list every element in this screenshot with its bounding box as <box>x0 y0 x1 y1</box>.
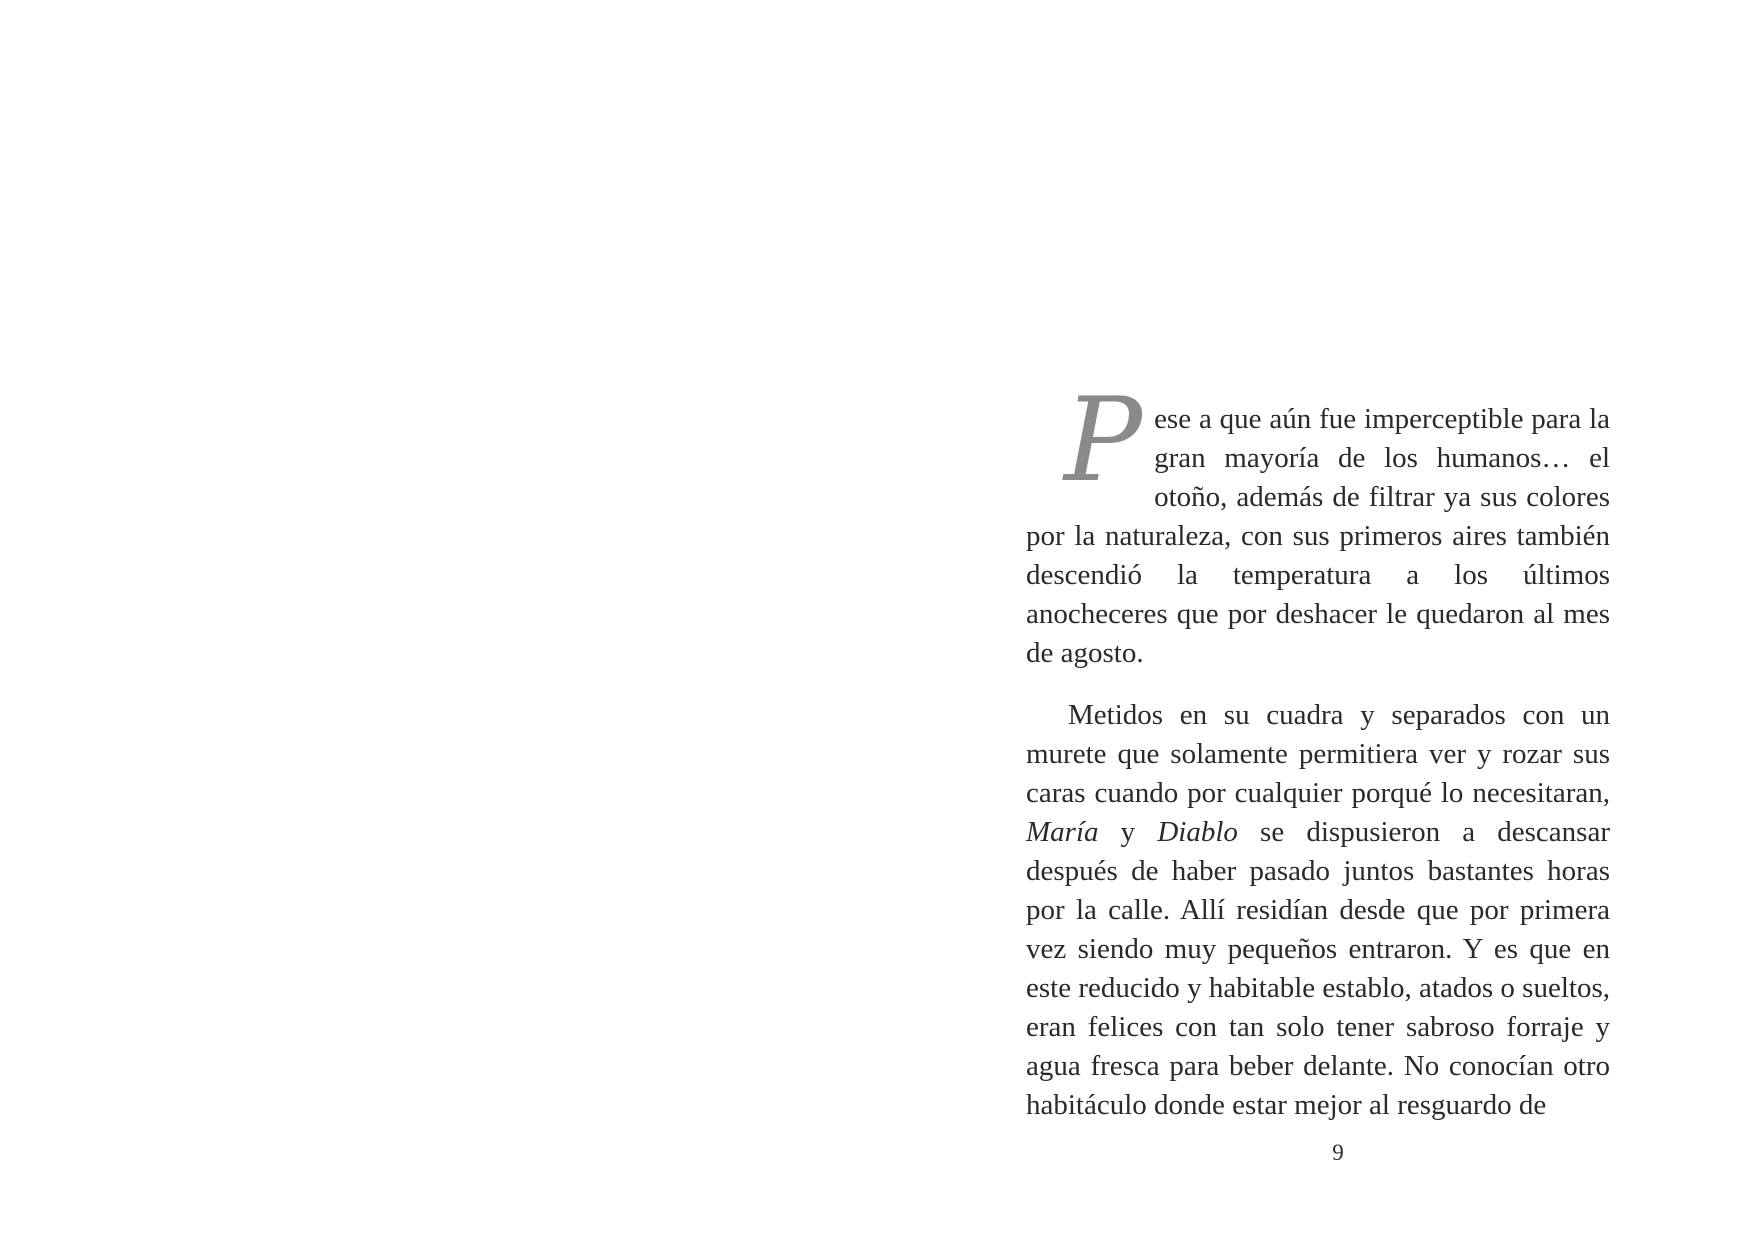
second-paragraph-text-b: y <box>1098 816 1158 848</box>
name-diablo: Diablo <box>1157 816 1238 848</box>
first-paragraph-text: ese a que aún fue imperceptible para la gran mayoría de los humanos… el otoño, además de filtrar ya sus colores por la naturaleza, con sus primeros aires también descendió la temperatura a los últimos anocheceres que por deshacer le quedaron al mes de agosto. <box>1026 403 1610 669</box>
body-text <box>1026 373 1610 1125</box>
second-paragraph-text-c: se dispusieron a descansar después de haber pasado juntos bastantes horas por la calle. Allí residían desde que por primera vez siendo muy pequeños entraron. Y es que en este reducido y habitable establo, atados o sueltos, eran felices con tan solo tener sabroso forraje y agua fresca para beber delante. No conocían otro habitáculo donde estar mejor al resguardo de <box>1026 816 1610 1121</box>
name-maria: María <box>1026 816 1099 848</box>
second-paragraph-text-a: Metidos en su cuadra y separados con un murete que solamente permitiera ver y rozar sus caras cuando por cualquier porqué lo necesitaran, <box>1026 699 1610 809</box>
page-number: 9 <box>1332 1140 1344 1165</box>
second-paragraph <box>1026 696 1610 1125</box>
drop-cap: P <box>1064 373 1143 508</box>
right-page <box>874 0 1748 1240</box>
first-paragraph <box>1026 373 1610 673</box>
